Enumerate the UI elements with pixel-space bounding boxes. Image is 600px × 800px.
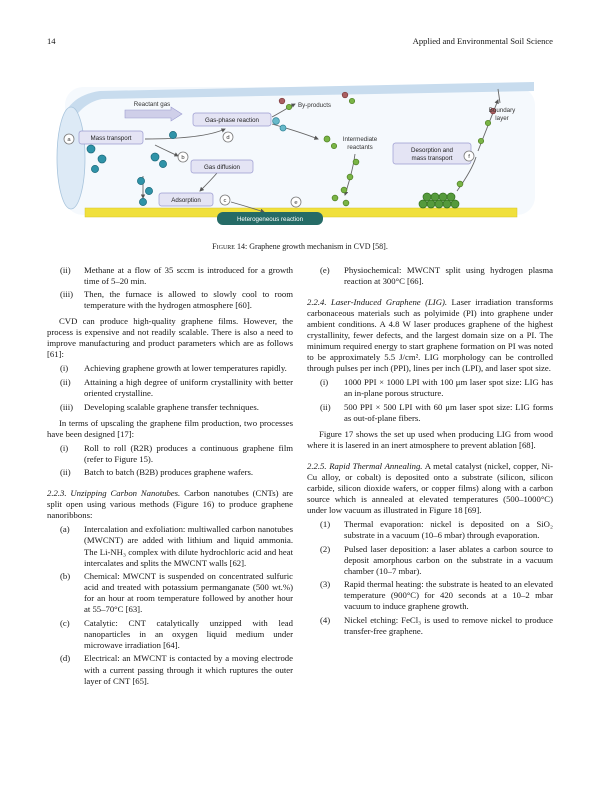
list-item (47, 265, 293, 287)
list-item (307, 615, 553, 637)
list-item (47, 571, 293, 615)
svg-text:Gas-phase reaction: Gas-phase reaction (205, 117, 259, 124)
list-marker: (ii) (60, 376, 71, 387)
list-marker: (b) (60, 571, 71, 582)
page-number: 14 (47, 36, 56, 46)
svg-text:d: d (226, 135, 230, 142)
mass-transport-box (79, 131, 143, 144)
step-b-marker (178, 152, 188, 162)
list-marker: (i) (320, 376, 329, 387)
boundary-layer-label-1: Boundary (488, 107, 516, 114)
by-products-label: By-products (298, 102, 332, 109)
list-item (47, 524, 293, 568)
svg-text:e: e (294, 200, 298, 207)
list-marker: (c) (60, 617, 70, 628)
step-e-marker (291, 197, 301, 207)
boundary-layer-label-2: layer (495, 115, 509, 122)
list-text: Catalytic: CNT catalytically unzipped with lead nanoparticles in an oxygen liquid medium under microwave irradiation [64]. (84, 617, 293, 650)
svg-text:mass transport: mass transport (411, 155, 453, 162)
list-marker: (i) (60, 363, 69, 374)
figure-14 (47, 61, 553, 251)
step-a-marker (64, 134, 74, 144)
list-item (47, 377, 293, 399)
list-text: Roll to roll (R2R) produces a continuous graphene film (refer to Figure 15). (84, 442, 293, 464)
list-marker: (4) (320, 614, 331, 625)
heterogeneous-reaction-box (217, 212, 323, 225)
list-item (307, 544, 553, 577)
figure-caption (47, 242, 553, 251)
svg-text:Gas diffusion: Gas diffusion (203, 164, 241, 171)
list-item (307, 265, 553, 287)
section-text: Carbon nanotubes (CNTs) are split open using various methods (Figure 16) to produce graphene nanoribbons: (47, 488, 293, 521)
gas-diffusion-box (191, 160, 253, 173)
desorption-box (393, 143, 471, 164)
list-item (47, 653, 293, 686)
list-text: Intercalation and exfoliation: multiwalled carbon nanotubes (MWCNT) are added with lithium and liquid ammonia. The Li-NH₃ complex with dilute hydrochloric acid and heat intercalates and splits the MWCNT walls [62]. (84, 524, 293, 568)
gas-phase-reaction-box (193, 113, 271, 126)
page-header (47, 36, 553, 46)
section-paragraph (307, 297, 553, 374)
list-marker: (2) (320, 543, 331, 554)
list-item (307, 377, 553, 399)
chamber-inlet-opening (57, 107, 85, 209)
list-marker: (a) (60, 524, 70, 535)
journal-title: Applied and Environmental Soil Science (412, 36, 553, 46)
list-text: Nickel etching: FeCl₃ is used to remove nickel to produce transfer-free graphene. (344, 614, 553, 636)
paragraph: CVD can produce high-quality graphene films. However, the process is expensive and not readily scalable. There is also a need to improve manufacturing and product parameters which are as follows [61]: (47, 316, 293, 360)
paragraph: In terms of upscaling the graphene film production, two processes have been designed [17]: (47, 417, 293, 439)
list-marker: (ii) (60, 467, 71, 478)
svg-text:Desorption and: Desorption and (411, 147, 453, 154)
adsorption-box (159, 193, 213, 206)
list-item (47, 467, 293, 478)
reactant-gas-label: Reactant gas (133, 101, 171, 108)
list-marker: (i) (60, 442, 69, 453)
list-marker: (d) (60, 653, 71, 664)
list-item (307, 579, 553, 612)
list-text: Electrical: an MWCNT is contacted by a moving electrode with a current passing through it which ruptures the outer layer of CNT [65]. (84, 653, 293, 686)
step-c-marker (220, 195, 230, 205)
list-item (47, 443, 293, 465)
svg-text:f: f (468, 154, 470, 161)
list-marker: (3) (320, 579, 331, 590)
list-item (47, 289, 293, 311)
list-text: Achieving graphene growth at lower temperatures rapidly. (84, 363, 287, 374)
list-text: Pulsed laser deposition: a laser ablates a carbon source to deposit amorphous carbon on the substrate in a vacuum chamber (10–7 mbar). (344, 543, 553, 576)
list-marker: (iii) (60, 289, 74, 300)
section-text: Laser irradiation transforms carbonaceous materials such as polyimide (PI) into graphene under ambient conditions. A 4.8 W laser produces graphene of the highest crystallinity, fewer defects, and the largest domain size on a PI. The minimum required energy to start graphene formation on PI was noted to be approximately 5.5 J/cm². LIG morphology can be controlled through pulses per inch (PPI), lines per inch (LPI), and laser spot size. (307, 296, 553, 373)
section-heading: 2.2.5. Rapid Thermal Annealing. (307, 460, 423, 471)
section-heading: 2.2.4. Laser-Induced Graphene (LIG). (307, 296, 448, 307)
list-item (47, 618, 293, 651)
left-column (47, 262, 293, 689)
list-text: Batch to batch (B2B) produces graphene wafers. (84, 467, 254, 478)
step-d-marker (223, 132, 233, 142)
step-f-marker (464, 151, 474, 161)
svg-text:Mass transport: Mass transport (90, 135, 132, 142)
list-item (47, 402, 293, 413)
svg-text:Heterogeneous reaction: Heterogeneous reaction (236, 216, 304, 223)
intermediate-reactants-label-2: reactants (347, 144, 373, 151)
paragraph: Figure 17 shows the set up used when producing LIG from wood where it is lasered in an inert atmosphere to prevent ablation [68]. (307, 428, 553, 450)
list-text: Physiochemical: MWCNT split using hydrogen plasma reaction at 300°C [66]. (344, 264, 553, 286)
list-text: Methane at a flow of 35 sccm is introduced for a growth time of 5–20 min. (84, 264, 293, 286)
list-text: 1000 PPI × 1000 LPI with 100 μm laser spot size: LIG has an in-plane porous structure. (344, 376, 553, 398)
section-heading: 2.2.3. Unzipping Carbon Nanotubes. (47, 488, 181, 499)
section-paragraph (47, 488, 293, 521)
list-item (307, 519, 553, 541)
text-columns (47, 262, 553, 689)
list-text: Chemical: MWCNT is suspended on concentrated sulfuric acid and treated with potassium permanganate (500 wt.%) for an hour at room temperature followed by another hour at 55–70°C [63]. (84, 571, 293, 615)
figure-caption-label: Figure 14: (212, 242, 248, 251)
list-marker: (ii) (60, 264, 71, 275)
list-marker: (ii) (320, 401, 331, 412)
list-marker: (1) (320, 518, 331, 529)
svg-text:c: c (223, 198, 227, 205)
section-text: A metal catalyst (nickel, copper, Ni-Cu alloy, or cobalt) is deposited onto a substrate (silicon, silicon carbide, silicon dioxide wafers, or copper films) along with a carbon source which is annealed at elevated temperatures (500–1000°C) under low vacuum as illustrated in Figure 18 [69]. (307, 460, 553, 515)
intermediate-reactants-label-1: Intermediate (342, 136, 378, 143)
svg-text:a: a (67, 137, 71, 144)
list-text: Thermal evaporation: nickel is deposited on a SiO₂ substrate in a vacuum (10–6 mbar) through evaporation. (344, 518, 553, 540)
section-paragraph (307, 461, 553, 516)
list-item (307, 402, 553, 424)
svg-text:b: b (181, 155, 185, 162)
list-item (47, 363, 293, 374)
list-marker: (e) (320, 264, 330, 275)
figure-caption-text: Graphene growth mechanism in CVD [58]. (249, 242, 388, 251)
list-text: Attaining a high degree of uniform crystallinity with better oriented crystalline. (84, 376, 293, 398)
cvd-growth-diagram (55, 61, 545, 231)
list-text: Then, the furnace is allowed to slowly cool to room temperature with the hydrogen atmosphere [60]. (84, 289, 293, 311)
list-text: Rapid thermal heating: the substrate is heated to an elevated temperature (900°C) for 420 seconds at a 10–2 mbar vacuum to induce graphene growth. (344, 579, 553, 612)
right-column (307, 262, 553, 689)
svg-text:Adsorption: Adsorption (171, 197, 201, 204)
list-text: Developing scalable graphene transfer techniques. (84, 401, 259, 412)
list-marker: (iii) (60, 401, 74, 412)
list-text: 500 PPI × 500 LPI with 60 μm laser spot size: LIG forms as out-of-plane fibers. (344, 401, 553, 423)
